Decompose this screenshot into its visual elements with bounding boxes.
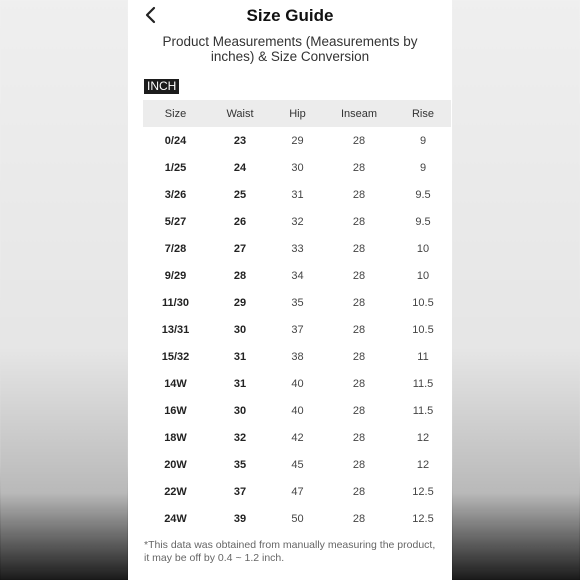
- table-row: [143, 424, 451, 451]
- cell-hip: 29: [291, 134, 304, 147]
- cell-inseam: 28: [352, 485, 366, 498]
- table-row: [143, 235, 451, 262]
- cell-waist: 23: [233, 134, 247, 147]
- cell-inseam: 28: [352, 323, 366, 336]
- header: [128, 0, 452, 32]
- cell-hip: 37: [291, 323, 304, 336]
- table-row: [143, 343, 451, 370]
- cell-hip: 38: [291, 350, 304, 363]
- cell-rise: 9: [419, 161, 427, 174]
- cell-inseam: 28: [352, 350, 366, 363]
- cell-waist: 37: [233, 485, 247, 498]
- cell-rise: 9: [419, 134, 427, 147]
- table-row: [143, 370, 451, 397]
- cell-size: 9/29: [164, 269, 187, 282]
- table-row: [143, 451, 451, 478]
- cell-size: 11/30: [162, 296, 189, 309]
- size-table: [143, 100, 451, 532]
- size-guide-screen: [128, 0, 452, 580]
- unit-tab-inch[interactable]: INCH: [144, 79, 179, 94]
- table-row: [143, 127, 451, 154]
- cell-hip: 47: [291, 485, 304, 498]
- table-row: [143, 208, 451, 235]
- table-row: [143, 289, 451, 316]
- cell-inseam: 28: [352, 377, 366, 390]
- cell-inseam: 28: [352, 458, 366, 471]
- cell-size: 13/31: [161, 323, 190, 336]
- cell-size: 18W: [164, 431, 187, 444]
- cell-inseam: 28: [352, 242, 366, 255]
- cell-rise: 10: [416, 242, 430, 255]
- cell-waist: 39: [233, 512, 247, 525]
- column-header-rise: Rise: [411, 107, 434, 120]
- measurement-subtitle: [148, 34, 432, 64]
- cell-rise: 10.5: [412, 323, 434, 336]
- cell-size: 20W: [164, 458, 187, 471]
- cell-waist: 30: [233, 404, 247, 417]
- table-row: [143, 154, 451, 181]
- background-left: [0, 0, 128, 580]
- cell-size: 16W: [164, 404, 187, 417]
- cell-hip: 40: [291, 377, 304, 390]
- cell-rise: 11: [417, 350, 429, 363]
- cell-waist: 31: [233, 377, 247, 390]
- size-table-body: [143, 127, 451, 532]
- cell-size: 15/32: [161, 350, 190, 363]
- cell-rise: 11.5: [412, 404, 434, 417]
- cell-size: 7/28: [164, 242, 187, 255]
- cell-size: 24W: [164, 512, 187, 525]
- cell-inseam: 28: [352, 215, 366, 228]
- cell-inseam: 28: [352, 296, 366, 309]
- cell-inseam: 28: [352, 134, 366, 147]
- cell-waist: 25: [233, 188, 247, 201]
- cell-rise: 12.5: [412, 485, 434, 498]
- cell-waist: 28: [233, 269, 247, 282]
- cell-rise: 10.5: [412, 296, 434, 309]
- cell-rise: 9.5: [415, 188, 431, 201]
- cell-hip: 32: [291, 215, 304, 228]
- cell-size: 3/26: [164, 188, 187, 201]
- cell-inseam: 28: [352, 161, 366, 174]
- cell-size: 1/25: [164, 161, 187, 174]
- cell-rise: 12: [416, 458, 430, 471]
- cell-rise: 12.5: [412, 512, 434, 525]
- background-right: [452, 0, 580, 580]
- cell-hip: 30: [291, 161, 304, 174]
- column-header-waist: Waist: [226, 107, 254, 120]
- cell-rise: 11.5: [412, 377, 434, 390]
- cell-waist: 29: [233, 296, 247, 309]
- header-row: [143, 100, 451, 127]
- cell-inseam: 28: [352, 404, 366, 417]
- cell-inseam: 28: [352, 431, 366, 444]
- cell-inseam: 28: [352, 512, 366, 525]
- measurement-footnote: [144, 539, 438, 564]
- table-row: [143, 181, 451, 208]
- cell-hip: 40: [291, 404, 304, 417]
- cell-size: 5/27: [164, 215, 187, 228]
- cell-rise: 12: [416, 431, 430, 444]
- subtitle-line-1: Product Measurements (Measurements by: [162, 34, 418, 49]
- footnote-line-1: *This data was obtained from manually measuring the product,: [144, 539, 436, 551]
- cell-inseam: 28: [352, 188, 366, 201]
- size-table-header: [143, 100, 451, 127]
- table-row: [143, 397, 451, 424]
- cell-size: 22W: [164, 485, 187, 498]
- cell-size: 14W: [164, 377, 187, 390]
- cell-hip: 50: [291, 512, 304, 525]
- cell-rise: 9.5: [415, 215, 431, 228]
- column-header-inseam: Inseam: [340, 107, 378, 120]
- cell-waist: 32: [233, 431, 247, 444]
- footnote-line-2: it may be off by 0.4 ~ 1.2 inch.: [144, 551, 285, 564]
- cell-size: 0/24: [164, 134, 187, 147]
- cell-waist: 27: [233, 242, 247, 255]
- column-header-hip: Hip: [289, 107, 306, 120]
- cell-waist: 35: [233, 458, 247, 471]
- table-row: [143, 478, 451, 505]
- cell-waist: 31: [233, 350, 247, 363]
- cell-hip: 31: [291, 188, 304, 201]
- table-row: [143, 262, 451, 289]
- table-row: [143, 316, 451, 343]
- cell-rise: 10: [416, 269, 430, 282]
- subtitle-line-2: inches) & Size Conversion: [210, 49, 370, 64]
- column-header-size: Size: [164, 107, 187, 120]
- cell-hip: 45: [291, 458, 304, 471]
- cell-hip: 35: [291, 296, 304, 309]
- cell-waist: 24: [233, 161, 247, 174]
- cell-hip: 34: [291, 269, 304, 282]
- page-title: Size Guide: [246, 6, 334, 25]
- cell-waist: 30: [233, 323, 247, 336]
- cell-inseam: 28: [352, 269, 366, 282]
- table-row: [143, 505, 451, 532]
- cell-hip: 33: [291, 242, 304, 255]
- cell-waist: 26: [233, 215, 247, 228]
- cell-hip: 42: [291, 431, 304, 444]
